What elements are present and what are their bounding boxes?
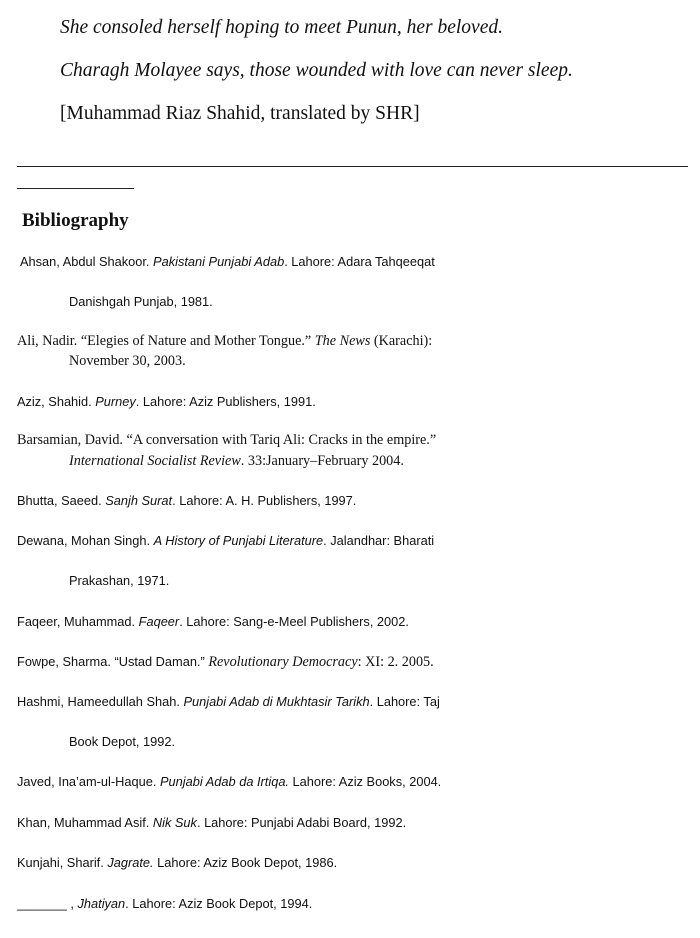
bib-entry-bhutta [17,493,356,508]
entry-text: Javed, Ina’am-ul-Haque. [17,774,160,789]
entry-title: International Socialist Review [69,453,241,469]
entry-text: . Lahore: Aziz Book Depot, 1994. [125,896,313,911]
footnote-rule-long [17,166,688,167]
entry-text: . Lahore: Sang-e-Meel Publishers, 2002. [179,614,409,629]
poem-attribution: [Muhammad Riaz Shahid, translated by SHR] [60,103,420,124]
bib-entry-barsamian-cont [69,453,404,470]
bib-entry-javed [17,774,441,789]
entry-title: Purney [95,394,136,409]
entry-text: . Lahore: Adara Tahqeeqat [284,254,435,269]
entry-title: The News [314,333,371,349]
entry-text: Lahore: Aziz Book Depot, 1986. [153,855,338,870]
bib-entry-ahsan-cont: Danishgah Punjab, 1981. [69,294,213,309]
entry-text: . Lahore: Punjabi Adabi Board, 1992. [196,815,407,830]
entry-text: : XI: 2. 2005. [357,654,434,670]
bib-entry-khan [17,815,406,830]
entry-text: _______ , [17,896,78,911]
entry-title: Sanjh Surat [105,493,173,508]
entry-text: Bhutta, Saeed. [17,493,106,508]
bib-entry-aziz [17,394,316,409]
bib-entry-fowpe [17,654,434,671]
entry-title: Punjabi Adab di Mukhtasir Tarikh [183,694,370,709]
entry-text: . Lahore: Taj [369,694,440,709]
poem-line-1: She consoled herself hoping to meet Punun, her beloved. [60,17,503,38]
bib-entry-dewana [17,533,434,548]
entry-text: Ali, Nadir. “Elegies of Nature and Mother Tongue.” [17,333,315,349]
entry-text: Kunjahi, Sharif. [17,855,108,870]
entry-text: (Karachi): [370,333,433,349]
entry-text: Faqeer, Muhammad. [17,614,139,629]
entry-title: Faqeer [138,614,180,629]
entry-text: . Jalandhar: Bharati [323,533,435,548]
entry-text: Lahore: Aziz Books, 2004. [289,774,442,789]
bib-entry-kunjahi [17,855,337,870]
entry-title: Pakistani Punjabi Adab [153,254,285,269]
entry-title: Jagrate. [107,855,154,870]
entry-text: Khan, Muhammad Asif. [17,815,153,830]
bib-entry-hashmi-cont: Book Depot, 1992. [69,734,176,749]
entry-text: Ahsan, Abdul Shakoor. [20,254,154,269]
bib-entry-ali [17,333,432,350]
entry-text: . Lahore: Aziz Publishers, 1991. [135,394,316,409]
bib-entry-ahsan [20,254,435,269]
entry-title: A History of Punjabi Literature [153,533,324,548]
bib-entry-hashmi [17,694,440,709]
footnote-rule-short [17,188,134,189]
bib-entry-ali-cont: November 30, 2003. [69,353,186,369]
entry-text: Fowpe, Sharma. “Ustad Daman.” [17,654,209,669]
bib-entry-dewana-cont: Prakashan, 1971. [69,573,170,588]
bib-entry-barsamian: Barsamian, David. “A conversation with Tariq Ali: Cracks in the empire.” [17,432,437,448]
entry-title: Nik Suk [152,815,197,830]
entry-text: Dewana, Mohan Singh. [17,533,154,548]
entry-text: Aziz, Shahid. [17,394,96,409]
entry-text: . Lahore: A. H. Publishers, 1997. [172,493,357,508]
entry-text: Hashmi, Hameedullah Shah. [17,694,184,709]
bib-entry-kunjahi-2 [17,896,312,911]
poem-line-2: Charagh Molayee says, those wounded with love can never sleep. [60,60,573,81]
entry-text: . 33:January–February 2004. [240,453,404,469]
entry-title: Jhatiyan [77,896,126,911]
entry-title: Revolutionary Democracy [208,654,358,670]
entry-title: Punjabi Adab da Irtiqa. [159,774,289,789]
bib-entry-faqeer [17,614,409,629]
bibliography-heading: Bibliography [22,210,129,231]
